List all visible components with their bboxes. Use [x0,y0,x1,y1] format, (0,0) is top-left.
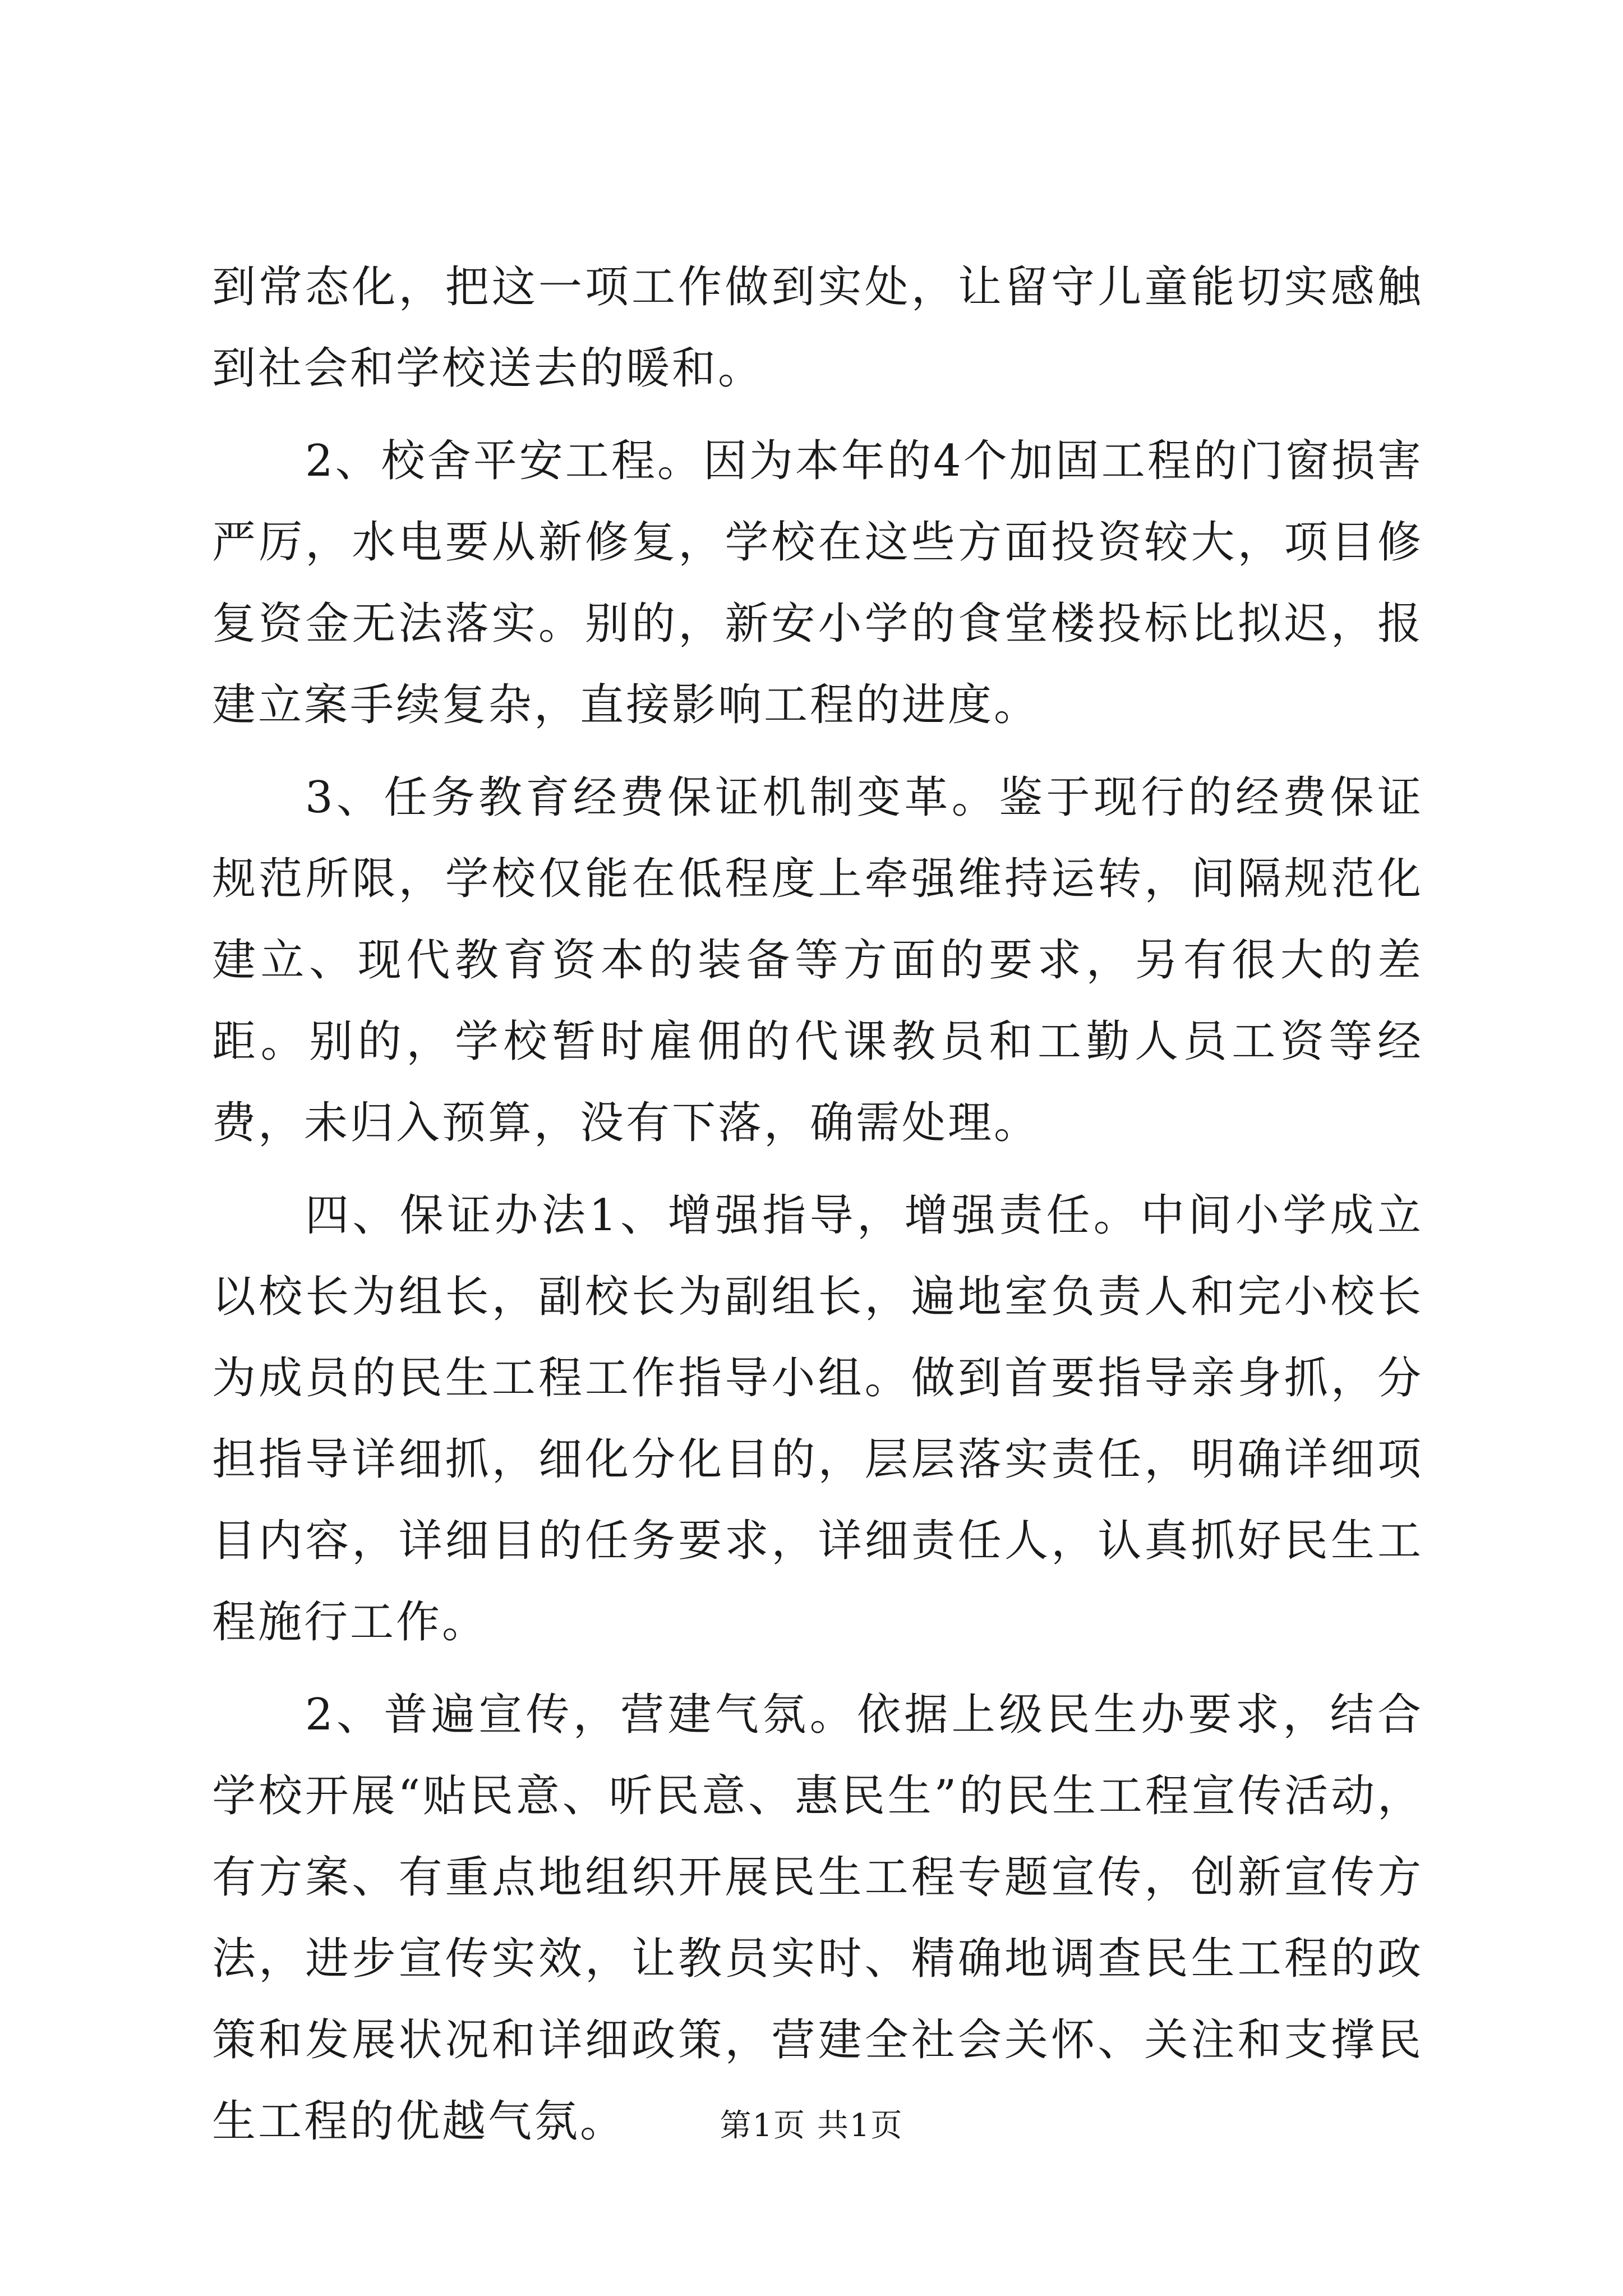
paragraph-4: 四、保证办法1、增强指导，增强责任。中间小学成立以校长为组长，副校长为副组长，遍地室负责人和完小校长为成员的民生工程工作指导小组。做到首要指导亲身抓，分担指导详细抓，细化分化目的，层层落实责任，明确详细项目内容，详细目的任务要求，详细责任人，认真抓好民生工程施行工作。 [212,1190,1423,1648]
paragraph-3: 3、任务教育经费保证机制变革。鉴于现行的经费保证规范所限，学校仅能在低程度上牵强维持运转，间隔规范化建立、现代教育资本的装备等方面的要求，另有很大的差距。别的，学校暂时雇佣的代课教员和工勤人员工资等经费，未归入预算，没有下落，确需处理。 [212,772,1423,1148]
paragraph-1: 到常态化，把这一项工作做到实处，让留守儿童能切实感触到社会和学校送去的暖和。 [212,262,1423,394]
document-body [212,247,1423,2174]
paragraph-2: 2、校舍平安工程。因为本年的4个加固工程的门窗损害严厉，水电要从新修复，学校在这些方面投资较大，项目修复资金无法落实。别的，新安小学的食堂楼投标比拟迟，报建立案手续复杂，直接影响工程的进度。 [212,436,1423,730]
page-footer: 第1页 共1页 [720,2108,903,2144]
paragraph-5: 2、普遍宣传，营建气氛。依据上级民生办要求，结合学校开展“贴民意、听民意、惠民生”的民生工程宣传活动，有方案、有重点地组织开展民生工程专题宣传，创新宣传方法，进步宣传实效，让教员实时、精确地调查民生工程的政策和发展状况和详细政策，营建全社会关怀、关注和支撑民生工程的优越气氛。 [212,1690,1423,2147]
